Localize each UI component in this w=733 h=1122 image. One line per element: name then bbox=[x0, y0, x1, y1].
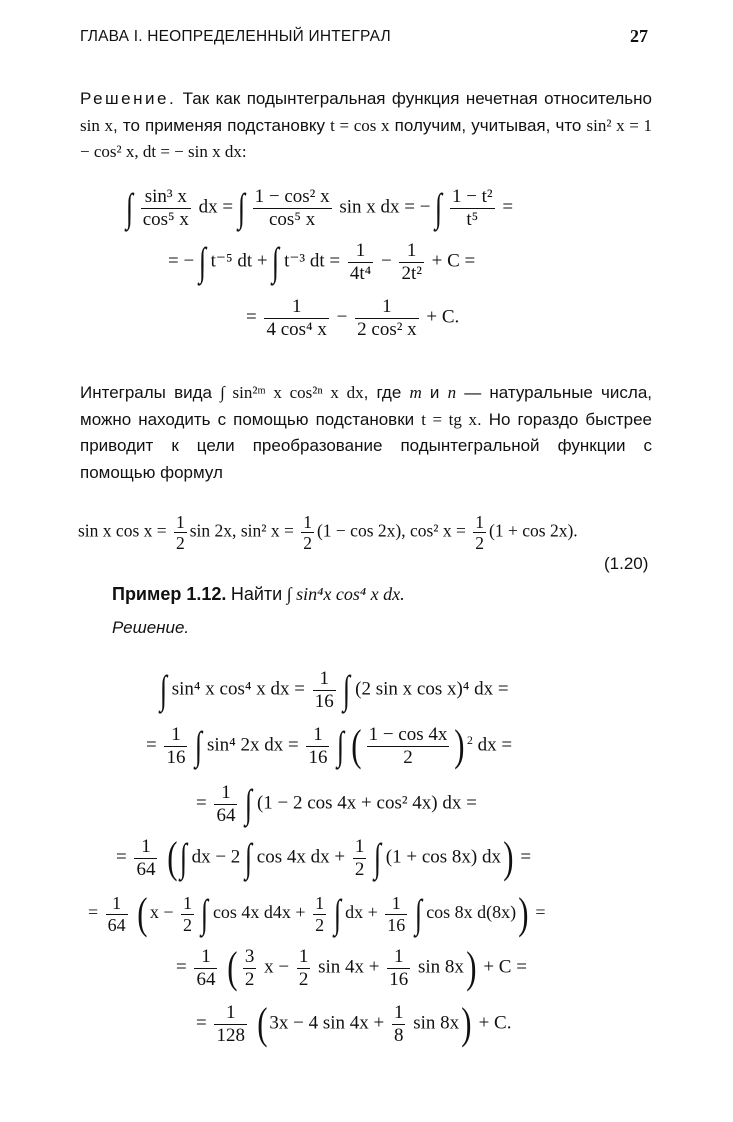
integral-sign: ∫ bbox=[125, 185, 134, 231]
substitution-expr: t = cos x bbox=[330, 115, 390, 135]
paren: ( bbox=[227, 943, 238, 993]
solution-text-a: Так как подынтегральная функция нечетная относительно bbox=[176, 89, 652, 108]
text: — натуральные числа, можно находить с помощью подстановки bbox=[80, 383, 652, 429]
fraction: $\frac{1}{16}$ bbox=[166, 724, 186, 768]
text: cos 4x dx + bbox=[256, 846, 346, 868]
integral-sign: ∫ bbox=[179, 835, 187, 881]
text: sin 8x bbox=[417, 956, 464, 978]
text: = bbox=[146, 734, 157, 756]
eq1-line3 bbox=[246, 296, 459, 341]
text: dx = bbox=[477, 734, 513, 756]
solution-text-c: получим, учитывая, что bbox=[389, 115, 587, 135]
text: (1 + cos 2x). bbox=[489, 520, 578, 541]
text: (1 − cos 2x), bbox=[316, 520, 406, 541]
fraction: $\frac{1}{\text{2 cos² x}}$ bbox=[357, 296, 417, 340]
text: sin 8x bbox=[413, 1012, 460, 1034]
text: + C = bbox=[431, 250, 476, 272]
eq1-line1 bbox=[126, 186, 513, 231]
text: dx = bbox=[198, 196, 234, 218]
solution2-label: Решение. bbox=[112, 618, 190, 637]
variable-n: n bbox=[447, 383, 457, 402]
text: sin x dx = − bbox=[339, 196, 431, 218]
paren: ( bbox=[256, 999, 268, 1049]
text: = bbox=[502, 196, 514, 218]
text: (1 − 2 cos 4x + cos² 4x) dx = bbox=[256, 792, 477, 814]
integral-sign: ∫ bbox=[333, 891, 341, 936]
example-task: Найти bbox=[230, 584, 283, 604]
equation-tag: (1.20) bbox=[604, 554, 649, 573]
example-heading bbox=[112, 584, 405, 605]
integral-sign: ∫ bbox=[237, 185, 245, 231]
formula-1-20 bbox=[78, 512, 578, 553]
text: sin x cos x = bbox=[78, 520, 167, 541]
text: Интегралы вида bbox=[80, 383, 221, 402]
fraction-half: $\frac{1}{2}$ bbox=[303, 512, 312, 554]
substitution-tg: t = tg x bbox=[421, 409, 477, 429]
running-head: ГЛАВА I. НЕОПРЕДЕЛЕННЫЙ ИНТЕГРАЛ bbox=[80, 28, 391, 45]
eq1-line2 bbox=[168, 240, 475, 285]
fraction: $\frac{1}{2}$ bbox=[315, 892, 325, 935]
fraction: $\frac{1}{64}$ bbox=[136, 836, 156, 880]
fraction: $\frac{1 - \cos 4x}{2}$ bbox=[368, 724, 448, 768]
integral-sign: ∫ bbox=[201, 891, 209, 936]
integral-sign: ∫ bbox=[435, 185, 443, 231]
eq2-row2: = $\frac{1}{16}$ ∫ sin⁴ 2x dx = $\frac{1}{16}$ ∫ ( $\frac{1 - \cos 4x}{2}$ ) $^2$ dx = bbox=[146, 721, 513, 771]
solution-text-b: , то применяя подстановку bbox=[113, 115, 331, 135]
text: x − bbox=[149, 902, 174, 923]
text: 3x − 4 sin 4x + bbox=[269, 1012, 385, 1034]
paren: ( bbox=[351, 721, 362, 771]
sinx-expr: sin x bbox=[80, 115, 113, 135]
fraction: $\frac{1}{2}$ bbox=[354, 836, 365, 880]
example-integral: ∫ sin⁴x cos⁴ x dx. bbox=[286, 584, 405, 604]
fraction: $\frac{1}{\text{4t⁴}}$ bbox=[349, 240, 372, 284]
variable-m: m bbox=[409, 383, 422, 402]
paragraph-integrals bbox=[80, 380, 652, 487]
text: + C = bbox=[483, 956, 527, 978]
fraction: $\frac{\text{1 − t²}}{\text{t⁵}}$ bbox=[451, 186, 493, 230]
eq2-row4 bbox=[116, 833, 532, 883]
fraction-half: $\frac{1}{2}$ bbox=[176, 512, 185, 554]
fraction-half: $\frac{1}{2}$ bbox=[475, 512, 485, 554]
text: − bbox=[380, 250, 392, 272]
fraction: $\frac{\text{sin³ x}}{\text{cos⁵ x}}$ bbox=[142, 186, 189, 230]
text: = bbox=[535, 902, 546, 923]
text: = − bbox=[168, 250, 195, 272]
integral-sign: ∫ bbox=[272, 239, 280, 285]
integral-sign: ∫ bbox=[245, 781, 253, 827]
text: sin⁴ x cos⁴ x dx = bbox=[171, 678, 305, 700]
text: dx + bbox=[345, 902, 378, 923]
fraction: $\frac{1}{16}$ bbox=[314, 668, 334, 712]
paren: ) bbox=[461, 999, 472, 1049]
fraction: $\frac{1}{64}$ bbox=[216, 782, 236, 826]
fraction: $\frac{1}{128}$ bbox=[216, 1002, 245, 1046]
integral-sign: ∫ bbox=[414, 891, 422, 936]
integral-sign: ∫ bbox=[198, 239, 206, 285]
fraction: $\frac{1}{2}$ bbox=[298, 946, 309, 990]
text: cos 8x d(8x) bbox=[426, 902, 517, 923]
text: + C. bbox=[478, 1012, 512, 1034]
text: (2 sin x cos x)⁴ dx = bbox=[355, 678, 509, 700]
paren: ) bbox=[466, 943, 477, 993]
solution-label: Решение. bbox=[80, 89, 177, 108]
text: t⁻⁵ dt + bbox=[210, 250, 268, 272]
fraction: $\frac{1}{2}$ bbox=[182, 892, 192, 935]
paren: ( bbox=[137, 889, 148, 938]
text: − bbox=[336, 306, 348, 328]
text: x − bbox=[264, 956, 290, 978]
text: + C. bbox=[426, 306, 460, 328]
text: и bbox=[421, 383, 448, 402]
eq2-row5 bbox=[88, 889, 546, 938]
text: = bbox=[196, 792, 207, 814]
fraction: $\frac{1}{64}$ bbox=[107, 892, 126, 935]
eq2-row1 bbox=[160, 668, 509, 713]
integral-sign: ∫ bbox=[343, 667, 351, 713]
text: = bbox=[520, 846, 532, 868]
text: (1 + cos 8x) dx bbox=[385, 846, 501, 868]
integral-sign: ∫ bbox=[244, 835, 253, 881]
fraction: $\frac{1}{16}$ bbox=[308, 724, 328, 768]
text: sin² x = bbox=[240, 520, 294, 541]
text: = bbox=[196, 1012, 207, 1034]
eq2-row7 bbox=[196, 999, 512, 1049]
fraction: $\frac{\text{1 − cos² x}}{\text{cos⁵ x}}$ bbox=[254, 186, 330, 230]
text: t⁻³ dt = bbox=[284, 250, 341, 272]
text: cos 4x d4x + bbox=[212, 902, 306, 923]
fraction: $\frac{1}{16}$ bbox=[387, 892, 406, 935]
text: = bbox=[176, 956, 187, 978]
text: dx − 2 bbox=[191, 846, 241, 868]
paren: ( bbox=[167, 833, 178, 883]
integral-sign: ∫ bbox=[195, 723, 203, 769]
integral-sign: ∫ bbox=[159, 667, 168, 713]
solution-paragraph bbox=[80, 86, 652, 166]
text: sin 2x, bbox=[189, 520, 237, 541]
identity-expr: sin² x = 1 − cos² x, dt = − sin x dx: bbox=[80, 115, 652, 162]
text: sin⁴ 2x dx = bbox=[206, 734, 299, 756]
text: , где bbox=[363, 383, 410, 402]
fraction: $\frac{3}{2}$ bbox=[244, 946, 255, 990]
example-label: Пример 1.12. bbox=[112, 584, 227, 604]
eq2-row3 bbox=[196, 782, 477, 827]
text: sin 4x + bbox=[318, 956, 380, 978]
text: cos² x = bbox=[409, 520, 466, 541]
paren: ) bbox=[518, 889, 529, 938]
text: = bbox=[246, 306, 257, 328]
fraction: $\frac{1}{64}$ bbox=[196, 946, 216, 990]
eq2-row6 bbox=[176, 943, 527, 993]
integral-form: ∫ sin²ᵐ x cos²ⁿ x dx bbox=[220, 383, 364, 402]
paren: ) bbox=[454, 721, 465, 771]
text: = bbox=[116, 846, 127, 868]
paren: ) bbox=[503, 833, 514, 883]
text: . Но гораздо быстрее приводит к цели преобразование подынтегральной функции с помощью формул bbox=[80, 409, 652, 483]
fraction: $\frac{1}{8}$ bbox=[393, 1002, 404, 1046]
integral-sign: ∫ bbox=[373, 835, 382, 881]
fraction: $\frac{1}{16}$ bbox=[389, 946, 409, 990]
text: = bbox=[88, 902, 99, 923]
fraction: $\frac{1}{\text{4 cos⁴ x}}$ bbox=[266, 296, 327, 340]
page-number: 27 bbox=[630, 26, 648, 46]
fraction: $\frac{1}{\text{2t²}}$ bbox=[401, 240, 422, 284]
integral-sign: ∫ bbox=[337, 723, 345, 769]
